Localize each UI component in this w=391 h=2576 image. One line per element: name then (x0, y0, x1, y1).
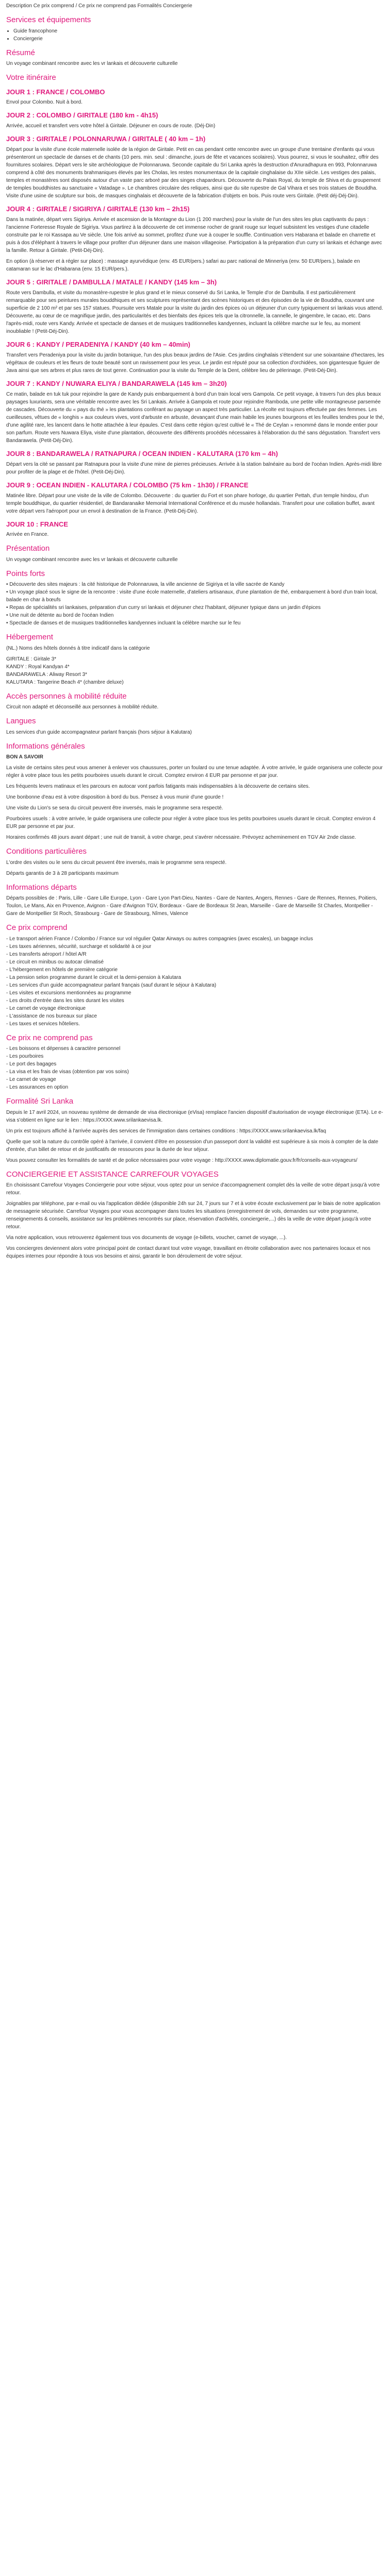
conditions-paras (6, 859, 385, 877)
day-title: JOUR 7 : KANDY / NUWARA ELIYA / BANDARAWELA (145 km – 3h20) (6, 379, 227, 387)
conciergerie-title: CONCIERGERIE ET ASSISTANCE CARREFOUR VOYAGES (6, 1170, 219, 1179)
prix-comprend-section (6, 923, 385, 1028)
day-title: JOUR 6 : KANDY / PERADENIYA / KANDY (40 km – 40min) (6, 340, 190, 348)
paragraph: Via notre application, vous retrouverez également tous vos documents de voyage (e-billets, voucher, carnet de voyage, ...). (6, 1235, 287, 1241)
paragraph: Les fréquents levers matinaux et les parcours en autocar vont parfois fatigants mais indispensables à la découverte de certains sites. (6, 784, 310, 790)
list-item: KANDY : Royal Kandyan 4* (6, 664, 70, 670)
list-item: - Le circuit en minibus ou autocar climatisé (6, 959, 104, 965)
services-title: Services et équipements (6, 15, 91, 24)
day-title: JOUR 10 : FRANCE (6, 520, 68, 528)
list-item: - Le carnet de voyage électronique (6, 1005, 86, 1011)
formalites-paras (6, 1109, 385, 1164)
services-section (6, 15, 385, 43)
day-text: Envol pour Colombo. Nuit à bord. (6, 99, 83, 106)
day-text: Départ vers la cité se passant par Ratnapura pour la visite d'une mine de pierres précieuses. Arrivée à la station balnéaire au bord de l'océan Indien. Après-midi libre pour profiter de la plage et de l'hôtel. (Petit-Déj-Din). (6, 461, 382, 475)
presentation-title: Présentation (6, 544, 50, 553)
itinerary-title: Votre itinéraire (6, 73, 56, 82)
resume-text: Un voyage combinant rencontre avec les vr lankais et découverte culturelle (6, 61, 178, 66)
presentation-section (6, 544, 385, 564)
list-item: - La pension selon programme durant le circuit et la demi-pension à Kalutara (6, 974, 182, 980)
list-item: • Une nuit de détente au bord de l'océan Indien (6, 613, 114, 619)
description-links: Description Ce prix comprend / Ce prix ne comprend pas Formalités Conciergerie (6, 3, 192, 9)
paragraph: Pourboires usuels : à votre arrivée, le guide organisera une collecte pour régler à votre place tous les petits pourboires usuels durant le circuit. Comptez environ 4 EUR par personne et par jour. (6, 816, 376, 830)
paragraph: Vos conciergres deviennent alors votre principal point de contact durant tout votre voyage, travaillant en étroite collaboration avec nos partenaires locaux et nos équipes internes pour répondre à tous vos besoins et ainsi, garantir le bon déroulement de votre séjour. (6, 1246, 370, 1260)
list-item: - Les droits d'entrée dans les sites durant les visites (6, 997, 124, 1004)
day-text: Dans la matinée, départ vers Sigiriya. Arrivée et ascension de la Montagne du Lion (1 200 marches) pour la visite de l'un des sites les plus captivants du pays : l'ancienne Forteresse Royale de Sigiriya. Vous partirez à la découverte de cet immense rocher de granit rouge sur lequel subsistent les vestiges d'une citadelle construite par le roi Kassapa au Ve siècle. Une fois arrivé au sommet, profitez d'une vue à couper le souffle. Continuation vers Habarana et balade en charrette et puis à dos d'éléphant à travers le village pour profiter d'un déjeuner dans une maison villageoise. Participation à la préparation d'un curry sri lankais et échange avec la famille. Retour à Giritale. (Petit-Déj-Din). (6, 217, 382, 254)
paragraph: Quelle que soit la nature du contrôle opéré à l'arrivée, il convient d'être en possession d'un passeport dont la validité est supérieure à six mois à compter de la date d'entrée, d'un billet de retour et de justificatifs de ressources pour la durée de leur séjour. (6, 1139, 379, 1153)
paragraph: L'ordre des visites ou le sens du circuit peuvent être inversés, mais le programme sera respecté. (6, 859, 227, 866)
list-item: KALUTARA : Tangerine Beach 4* (chambre deluxe) (6, 679, 124, 685)
langues-section (6, 716, 385, 736)
list-item: GIRITALE : Giritale 3* (6, 656, 57, 662)
paragraph: Une bonbonne d'eau est à votre disposition à bord du bus. Pensez à vous munir d'une gourde ! (6, 794, 224, 801)
acces-title: Accès personnes à mobilité réduite (6, 691, 127, 701)
service-item: • Conciergerie (13, 35, 385, 43)
itinerary-section (6, 73, 385, 538)
day-title: JOUR 2 : COLOMBO / GIRITALE (180 km - 4h15) (6, 111, 158, 120)
conditions-title: Conditions particulières (6, 847, 87, 856)
list-item: • Repas de spécialités sri lankaises, préparation d'un curry sri lankais et déjeuner chez l'habitant, déjeuner typique dans un jardin d'épices (6, 605, 321, 611)
itinerary-days (6, 88, 385, 539)
infos-generales-title: Informations générales (6, 741, 85, 751)
paragraph: Un prix est toujours affiché à l'arrivée auprès des services de l'immigration dans certaines conditions : https://XXXX.www.srilankaevisa.lk/faq (6, 1128, 327, 1134)
points-forts-title: Points forts (6, 569, 45, 578)
list-item: - Les transferts aéroport / hôtel A/R (6, 951, 87, 957)
acces-text: Circuit non adapté et déconseillé aux personnes à mobilité réduite. (6, 704, 159, 710)
prix-ne-comprend-title: Ce prix ne comprend pas (6, 1033, 93, 1042)
list-item: BANDARAWELA : Aliway Resort 3* (6, 671, 87, 677)
day-title: JOUR 8 : BANDARAWELA / RATNAPURA / OCEAN INDIEN - KALUTARA (170 km – 4h) (6, 449, 278, 457)
infos-generales-section (6, 741, 385, 842)
hebergement-title: Hébergement (6, 633, 53, 642)
points-forts-section (6, 569, 385, 628)
list-item: - Les pourboires (6, 1054, 44, 1060)
hebergement-list (6, 655, 385, 686)
day-text: Arrivée en France. (6, 532, 49, 538)
list-item: - L'assistance de nos bureaux sur place (6, 1013, 97, 1019)
formalites-title: Formalité Sri Lanka (6, 1097, 74, 1106)
conciergerie-section (6, 1170, 385, 1261)
day-text: Départ pour la visite d'une école maternelle isolée de la région de Giritale. Petit en cas pendant cette rencontre avec un groupe d'une trentaine d'enfants qui vous présenteront un spectacle de danses et de chants (10 pers. min. seul : dimanche, jours de fête et vacances scolaires). Vous pourrez, si vous le souhaitez, offrir des fournitures scolaires. Départ vers le site archéologique de Polonnaruwa. Seconde capitale du Sri Lanka après la destruction d'Anuradhapura en 993, Polonnaruwa comprend à côté des monuments brahmaniques élevés par les Cholas, les restes monumentaux de la capitale cinghalaise du XIIe siècle. Les vestiges des palais, temples et monastères sont disposés autour d'un vaste parc arboré par des singes chapardeurs. Découverte du Palais Royal, du temple de Shiva et du groupement de temples bouddhistes au sanctuaire « Vatadage ». Le chambres circulaire des reliques, ainsi que du site rupestre de Gal Vihara et ses trois statues de Bouddha. Visite d'une usine de sculpture sur bois, de masques cinghalais et découverte de la fabrication d'objets en bois. Puis route vers Giritale. (Petit déj-Déj-Din). (6, 147, 381, 199)
paragraph: Une visite du Lion's se sera du circuit peuvent être inversés, mais le programme sera respecté. (6, 805, 223, 811)
list-item: - Les taxes aériennes, sécurité, surcharge et solidarité à ce jour (6, 943, 152, 950)
paragraph: Joignables par téléphone, par e-mail ou via l'application dédiée (disponible 24h sur 24, 7 jours sur 7 et à votre écoute exclusivement par le biais de notre application de messagerie sécurisée. Carrefour Voyages pour vous accompagner dans toutes les situations (enregistrement de vols, demandes sur votre programme, renseignements & conseils, assistance sur les problèmes rencontrés sur place, réservation d'activités, conciergerie,...) dès la veille de votre départ jusqu'à votre retour. (6, 1201, 381, 1230)
paragraph: Départs possibles de : Paris, Lille - Gare Lille Europe, Lyon - Gare Lyon Part-Dieu, Nantes - Gare de Nantes, Angers, Rennes - Gare de Rennes, Rennes, Poitiers, Toulon, Le Mans, Aix en Provence, Avignon - Gare d'Avignon TGV, Bordeaux - Gare de Bordeaux St Jean, Marseille - Gare de Marseille St Charles, Montpellier - Gare de Montpellier St Roch, Strasbourg - Gare de Strasbourg, Nîmes, Valence (6, 895, 378, 917)
list-item: • Découverte des sites majeurs : la cité historique de Polonnaruwa, la ville ancienne de Sigiriya et la ville sacrée de Kandy (6, 582, 285, 588)
day-text: Transfert vers Peradeniya pour la visite du jardin botanique, l'un des plus beaux jardins de l'Asie. Ces jardins cinghalais s'étendent sur une soixantaine d'hectares, les végétaux de couleurs et les fleurs de toute beauté sont un ravissement pour les yeux. Le jardin est réputé pour sa collection d'orchidées, son gigantesque figuier de Java ainsi que ses arbres et plus rares de tout genre. Continuation pour la visite du Temple de la Dent, célèbre lieu de pèlerinage. (Petit-Déj-Din). (6, 352, 384, 374)
infos-generales-paras (6, 764, 385, 841)
list-item: - Le transport aérien France / Colombo / France sur vol régulier Qatar Airways ou autres compagnies (avec escales), un bagage inclus (6, 936, 313, 942)
paragraph: La visite de certains sites peut vous amener à enlever vos chaussures, porter un foulard ou une tenue adaptée. À votre arrivée, le guide organisera une collecte pour régler à votre place tous les petits pourboires usuels durant le circuit. Comptez environ 4 EUR par personne et par jour. (6, 765, 383, 779)
list-item: - Le port des bagages (6, 1061, 57, 1067)
page (0, 0, 391, 1260)
presentation-text: Un voyage combinant rencontre avec les vr lankais et découverte culturelle (6, 556, 178, 563)
paragraph: Vous pouvez consulter les formalités de santé et de police nécessaires pour votre voyage : http://XXXX.www.diplomatie.gouv.fr/fr/conseils-aux-voyageurs/ (6, 1157, 357, 1163)
day-title: JOUR 9 : OCEAN INDIEN - KALUTARA / COLOMBO (75 km - 1h30) / FRANCE (6, 481, 249, 489)
list-item: - Les taxes et services hôteliers. (6, 1021, 80, 1027)
day-title: JOUR 4 : GIRITALE / SIGIRIYA / GIRITALE (130 km – 2h15) (6, 205, 190, 213)
prix-comprend-list (6, 935, 385, 1028)
hebergement-intro: (NL.) Noms des hôtels donnés à titre indicatif dans la catégorie (6, 645, 150, 651)
paragraph: En choisissant Carrefour Voyages Conciergerie pour votre séjour, vous optez pour un service d'accompagnement complet dès la veille de votre départ jusqu'à votre retour. (6, 1182, 380, 1196)
service-item: • Guide francophone (13, 27, 385, 35)
paragraph: Depuis le 17 avril 2024, un nouveau système de demande de visa électronique (eVisa) remplace l'ancien dispositif d'autorisation de voyage électronique (ETA). Le e-visa s'obtient en ligne sur le lien : https://XXXX.www.srilankaevisa.lk. (6, 1109, 383, 1123)
paragraph: Horaires confirmés 48 jours avant départ ; une nuit de transit, à votre charge, peut s'avérer nécessaire. Prévoyez acheminement en TGV Air 2nde classe. (6, 835, 356, 841)
prix-comprend-title: Ce prix comprend (6, 923, 68, 933)
list-item: - La visa et les frais de visas (obtention par vos soins) (6, 1069, 129, 1075)
list-item: - Les visites et excursions mentionnées au programme (6, 990, 132, 996)
infos-departs-paras (6, 894, 385, 918)
list-item: • Un voyage placé sous le signe de la rencontre : visite d'une école maternelle, d'ateliers artisanaux, d'une plantation de thé, embarquement à bord d'un train local, balade en char à bœufs (6, 589, 378, 603)
day-text: Ce matin, balade en tuk tuk pour rejoindre la gare de Kandy puis embarquement à bord d'un train local vers Gampola. Ce petit voyage, à travers l'un des plus beaux paysages luxuriants, sera une véritable rencontre avec les Sri Lankais. Arrivée à Gampola et route pour rejoindre Ramboda, une petite ville montagneuse parsemée de cascades. Découverte du « pays du thé » les plantations conférant au paysage un aspect très particulier. La récolte est toujours effectuée par des femmes. Les cueilleuses, vêtues de « longhis » aux couleurs vives, vont d'arbuste en arbuste, devançant d'une main habile les jeunes bourgeons et les feuilles tendres pour le thé, d'une agilité rare, les lancent dans le hotte attachée à leur épaules. C'est dans cette région qu'est cultivé le « Thé de Ceylan » renommé dans le monde entier pour son parfum. Route vers Nuwara Eliya, visite d'une plantation, découverte des différents procédés nécessaires à l'élaboration du thé sans dégustation. Transfert vers Bandarawela. (Petit-Déj-Din). (6, 391, 384, 444)
day-title: JOUR 1 : FRANCE / COLOMBO (6, 88, 105, 96)
resume-section (6, 48, 385, 68)
list-item: - Les services d'un guide accompagnateur parlant français (sauf durant le séjour à Kalutara) (6, 982, 217, 988)
infos-departs-section (6, 883, 385, 918)
list-item: - Les boissons et dépenses à caractère personnel (6, 1046, 121, 1052)
services-list (6, 27, 385, 43)
day-text: En option (à réserver et à régler sur place) : massage ayurvédique (env. 45 EUR/pers.) safari au parc national de Minneriya (env. 50 EUR/pers.), balade en catamaran sur le lac d'Habarana (env. 15 EUR/pers.). (6, 259, 360, 273)
acces-section (6, 691, 385, 711)
paragraph: Départs garantis de 3 à 28 participants maximum (6, 870, 119, 876)
langues-text: Les services d'un guide accompagnateur parlant français (hors séjour à Kalutara) (6, 729, 192, 735)
conditions-section (6, 846, 385, 877)
langues-title: Langues (6, 717, 36, 726)
formalites-section (6, 1096, 385, 1164)
conciergerie-paras (6, 1181, 385, 1260)
bon-a-savoir: BON A SAVOIR (6, 754, 43, 760)
day-title: JOUR 5 : GIRITALE / DAMBULLA / MATALE / KANDY (145 km – 3h) (6, 278, 217, 286)
prix-ne-comprend-section (6, 1033, 385, 1092)
infos-departs-title: Informations départs (6, 883, 77, 892)
day-text: Arrivée, accueil et transfert vers votre hôtel à Giritale. Déjeuner en cours de route. (Déj-Din) (6, 123, 216, 129)
list-item: • Spectacle de danses et de musiques traditionnelles kandyennes incluant la célèbre marche sur le feu (6, 620, 241, 626)
day-title: JOUR 3 : GIRITALE / POLONNARUWA / GIRITALE ( 40 km – 1h) (6, 135, 206, 143)
hebergement-section (6, 632, 385, 686)
list-item: - Les assurances en option (6, 1084, 69, 1091)
list-item: - L'hébergement en hôtels de première catégorie (6, 967, 118, 973)
prix-ne-comprend-list (6, 1045, 385, 1091)
day-text: Route vers Dambulla, et visite du monastère-rupestre le plus grand et le mieux conservé du Sri Lanka, le Temple d'or de Dambulla. Il est particulièrement remarquable pour ses peintures murales bouddhiques et ses sculptures représentant des scènes historiques et des épisodes de la vie de Bouddha, couvrant une superficie de 2 100 m² et par ses 157 statues. Poursuite vers Matale pour la visite du jardin des épices où un déjeuner d'un curry typiquement sri lankais vous attend. Découverte, au cœur de ce magnifique jardin, des particularités et des bienfaits des épices tels que la citronnelle, la cannelle, le gingembre, le cacao, etc. Dans l'après-midi, route vers Kandy. Arrivée et spectacle de danses et de musiques traditionnelles kandyennes, incluant la célèbre marche sur le feu, au moment inoubliable ! (Petit-Déj-Din). (6, 290, 383, 334)
resume-title: Résumé (6, 48, 35, 57)
points-forts-list (6, 581, 385, 627)
list-item: - Le carnet de voyage (6, 1077, 56, 1083)
day-text: Matinée libre. Départ pour une visite de la ville de Colombo. Découverte : du quartier du Fort et son phare horloge, du quartier Pettah, d'un temple hindou, d'un temple bouddhique, du quartier résidentiel, de Bandaranaike Memorial International Conférence et du musée hollandais. Transfert pour une collation buffet, avant votre départ vers l'aéroport pour un envol à destination de la France. (Petit-Déj-Din). (6, 493, 375, 514)
